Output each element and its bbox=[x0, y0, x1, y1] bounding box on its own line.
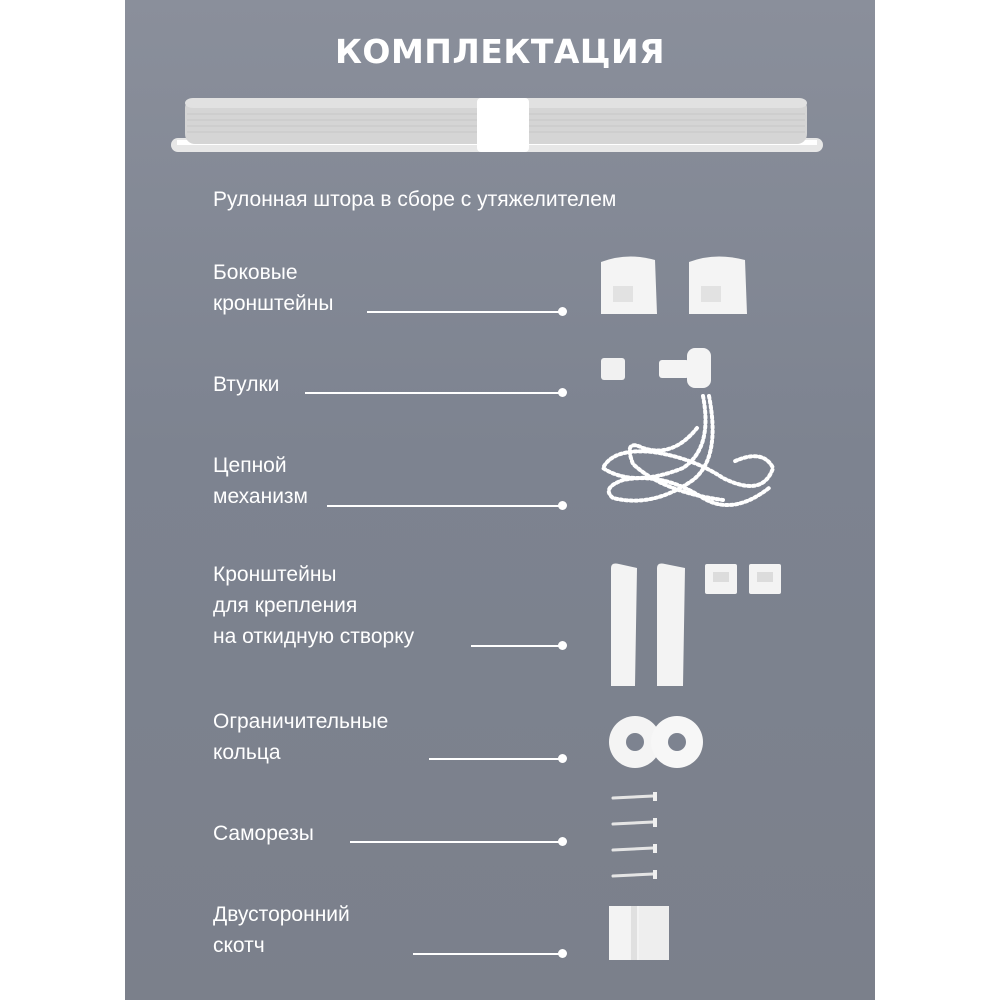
leader-dot bbox=[558, 307, 567, 316]
leader-dot bbox=[558, 388, 567, 397]
leader-line bbox=[413, 953, 563, 955]
bushing-icon bbox=[597, 346, 719, 394]
caption-tilt-brackets: Кронштейны для крепления на откидную створку bbox=[213, 563, 415, 648]
leader-line bbox=[471, 645, 563, 647]
leader-line bbox=[367, 311, 563, 313]
stopper-ring-icon bbox=[607, 712, 707, 772]
caption-chain-mechanism: Цепной механизм bbox=[213, 454, 308, 508]
leader-dot bbox=[558, 949, 567, 958]
roller-blind-icon bbox=[167, 92, 827, 164]
caption-bushings: Втулки bbox=[213, 373, 280, 396]
caption-stopper-rings: Ограничительные кольца bbox=[213, 710, 389, 764]
leader-dot bbox=[558, 837, 567, 846]
leader-line bbox=[429, 758, 563, 760]
leader-dot bbox=[558, 641, 567, 650]
screw-icon bbox=[609, 786, 669, 886]
tilt-bracket-icon bbox=[607, 560, 787, 692]
leader-line bbox=[350, 841, 563, 843]
page-title: КОМПЛЕКТАЦИЯ bbox=[334, 32, 666, 71]
leader-line bbox=[305, 392, 563, 394]
caption-tape: Двусторонний скотч bbox=[213, 903, 350, 957]
leader-line bbox=[327, 505, 563, 507]
leader-dot bbox=[558, 501, 567, 510]
caption-side-brackets: Боковые кронштейны bbox=[213, 261, 334, 315]
caption-screws: Саморезы bbox=[213, 822, 314, 845]
leader-dot bbox=[558, 754, 567, 763]
side-bracket-icon bbox=[597, 252, 757, 318]
double-sided-tape-icon bbox=[607, 904, 673, 962]
product-panel bbox=[125, 0, 875, 1000]
caption-roller-blind: Рулонная штора в сборе с утяжелителем bbox=[213, 188, 617, 211]
bead-chain-icon bbox=[593, 388, 783, 518]
